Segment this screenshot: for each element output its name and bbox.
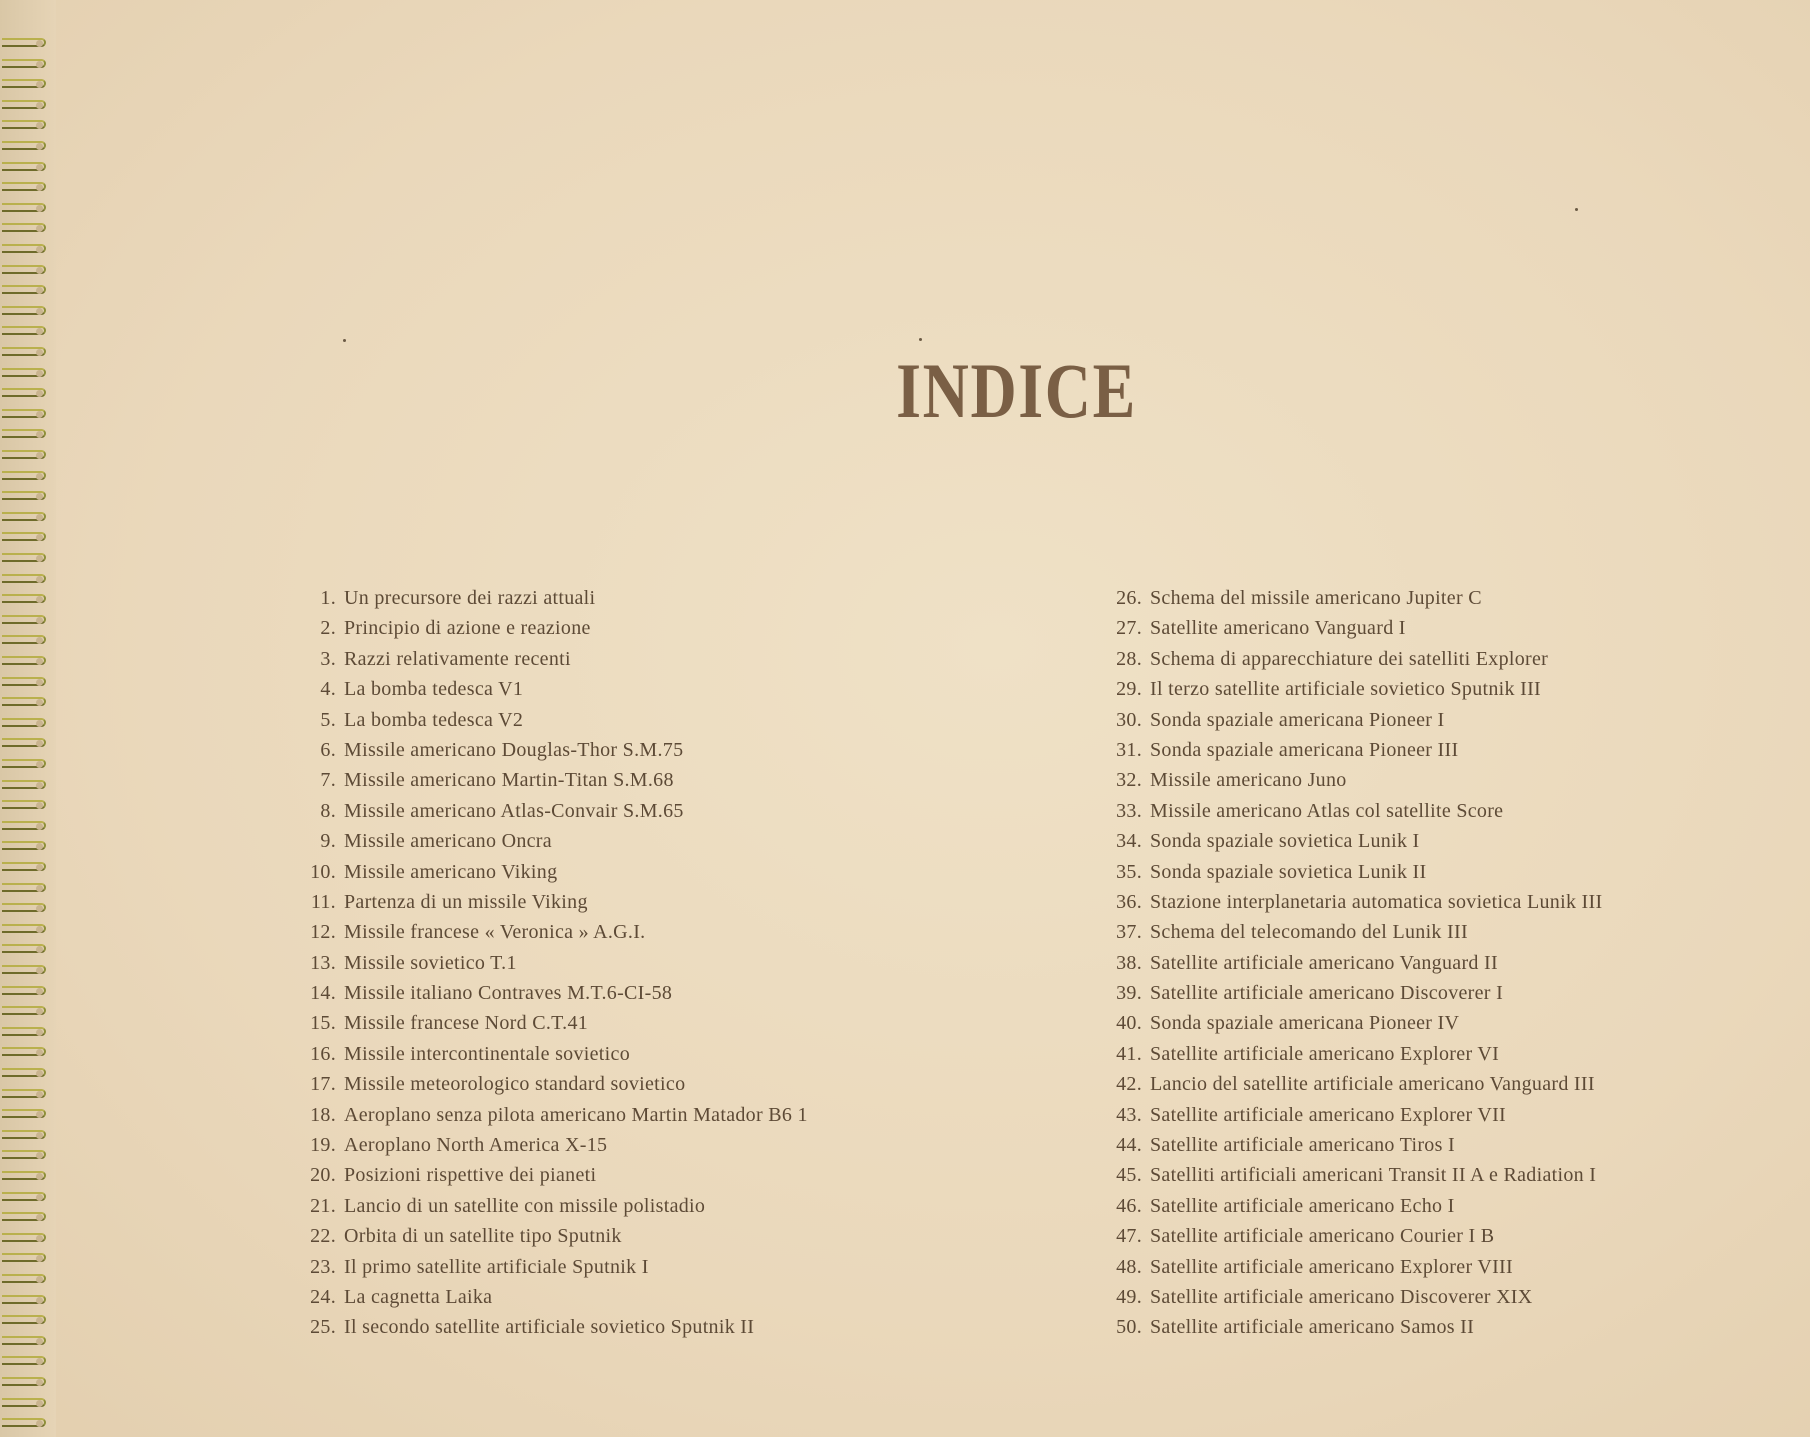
entry-number: 10.: [310, 860, 336, 883]
entry-number: 9.: [320, 830, 336, 853]
binding-hole: [36, 205, 43, 212]
index-entry: [296, 826, 996, 856]
entry-number: 43.: [1116, 1103, 1142, 1126]
entry-number: 16.: [310, 1042, 336, 1065]
index-entry: [1098, 1191, 1798, 1221]
index-entry: [1098, 583, 1798, 613]
entry-number: 25.: [310, 1316, 336, 1339]
index-entry: [296, 917, 996, 947]
entry-title: Orbita di un satellite tipo Sputnik: [344, 1225, 622, 1248]
paper-speck: [1575, 208, 1578, 211]
index-entry: [1098, 978, 1798, 1008]
binding-hole: [36, 164, 43, 171]
index-entry: [296, 583, 996, 613]
index-entry: [1098, 1221, 1798, 1251]
index-column-left: [296, 583, 996, 1343]
entry-number: 2.: [320, 617, 336, 640]
index-column-right: [1098, 583, 1798, 1343]
entry-number: 6.: [320, 738, 336, 761]
binding-hole: [36, 1070, 43, 1077]
index-entry: [1098, 1130, 1798, 1160]
binding-hole: [36, 926, 43, 933]
entry-number: 17.: [310, 1073, 336, 1096]
index-entry: [1098, 1039, 1798, 1069]
spiral-binding: [0, 0, 56, 1437]
entry-title: Schema di apparecchiature dei satelliti Explorer: [1150, 647, 1549, 670]
entry-title: Missile meteorologico standard sovietico: [344, 1073, 686, 1096]
binding-hole: [36, 885, 43, 892]
entry-title: Missile americano Martin-Titan S.M.68: [344, 769, 674, 792]
entry-title: Satellite artificiale americano Echo I: [1150, 1194, 1455, 1217]
entry-number: 27.: [1116, 617, 1142, 640]
binding-hole: [36, 576, 43, 583]
index-entry: [296, 1252, 996, 1282]
entry-number: 50.: [1116, 1316, 1142, 1339]
index-entry: [296, 1282, 996, 1312]
index-entry: [1098, 1008, 1798, 1038]
entry-title: Lancio di un satellite con missile polistadio: [344, 1194, 706, 1217]
index-entry: [296, 1191, 996, 1221]
index-entry: [1098, 613, 1798, 643]
entry-number: 18.: [310, 1103, 336, 1126]
entry-title: Schema del telecomando del Lunik III: [1150, 921, 1468, 944]
index-entry: [296, 1008, 996, 1038]
binding-hole: [36, 782, 43, 789]
binding-hole: [36, 1297, 43, 1304]
index-entry: [1098, 857, 1798, 887]
entry-title: Lancio del satellite artificiale americano Vanguard III: [1150, 1073, 1595, 1096]
entry-title: Schema del missile americano Jupiter C: [1150, 587, 1482, 609]
index-entry: [1098, 644, 1798, 674]
entry-title: Satellite artificiale americano Explorer VIII: [1150, 1255, 1513, 1278]
entry-number: 45.: [1116, 1164, 1142, 1187]
index-entry: [296, 796, 996, 826]
entry-title: Sonda spaziale americana Pioneer IV: [1150, 1012, 1460, 1035]
binding-hole: [36, 1029, 43, 1036]
index-entry: [1098, 1069, 1798, 1099]
index-entry: [1098, 1252, 1798, 1282]
index-entry: [296, 1160, 996, 1190]
entry-number: 44.: [1116, 1134, 1142, 1157]
index-entry: [1098, 1312, 1798, 1342]
entry-title: Missile intercontinentale sovietico: [344, 1042, 630, 1065]
index-entry: [296, 887, 996, 917]
binding-hole: [36, 658, 43, 665]
entry-number: 14.: [310, 982, 336, 1005]
binding-hole: [36, 1338, 43, 1345]
entry-title: Sonda spaziale americana Pioneer I: [1150, 708, 1445, 731]
entry-number: 31.: [1116, 738, 1142, 761]
entry-number: 37.: [1116, 921, 1142, 944]
entry-number: 11.: [310, 890, 336, 913]
entry-number: 29.: [1116, 678, 1142, 701]
entry-number: 7.: [320, 769, 336, 792]
entry-title: Missile francese « Veronica » A.G.I.: [344, 921, 646, 944]
entry-number: 8.: [320, 799, 336, 822]
index-entry: [296, 1221, 996, 1251]
entry-title: Satellite artificiale americano Discoverer I: [1150, 982, 1504, 1005]
entry-title: La cagnetta Laika: [344, 1285, 493, 1308]
index-entry: [296, 978, 996, 1008]
page-title: INDICE: [896, 347, 1137, 434]
entry-title: Missile americano Atlas-Convair S.M.65: [344, 799, 684, 822]
entry-number: 20.: [310, 1164, 336, 1187]
index-entry: [1098, 917, 1798, 947]
index-entry: [1098, 674, 1798, 704]
entry-title: Satellite americano Vanguard I: [1150, 617, 1406, 640]
entry-number: 32.: [1116, 769, 1142, 792]
entry-number: 49.: [1116, 1285, 1142, 1308]
binding-hole: [36, 679, 43, 686]
entry-number: 1.: [320, 587, 336, 609]
entry-title: Satelliti artificiali americani Transit II A e Radiation I: [1150, 1164, 1597, 1187]
binding-hole: [36, 143, 43, 150]
binding-hole: [36, 617, 43, 624]
index-entry: [296, 948, 996, 978]
binding-hole: [36, 1091, 43, 1098]
entry-title: Sonda spaziale sovietica Lunik II: [1150, 860, 1427, 883]
binding-hole: [36, 1194, 43, 1201]
binding-hole: [36, 1132, 43, 1139]
entry-title: Partenza di un missile Viking: [344, 890, 588, 913]
binding-hole: [36, 514, 43, 521]
index-entry: [1098, 735, 1798, 765]
entry-title: Missile americano Atlas col satellite Score: [1150, 799, 1504, 822]
index-entry: [1098, 1282, 1798, 1312]
entry-number: 22.: [310, 1225, 336, 1248]
entry-number: 47.: [1116, 1225, 1142, 1248]
entry-number: 15.: [310, 1012, 336, 1035]
paper-speck: [919, 338, 922, 341]
index-entry: [296, 674, 996, 704]
index-entry: [296, 1069, 996, 1099]
entry-number: 35.: [1116, 860, 1142, 883]
index-entry: [1098, 826, 1798, 856]
index-entry: [1098, 705, 1798, 735]
entry-title: Un precursore dei razzi attuali: [344, 587, 596, 609]
binding-hole: [36, 1173, 43, 1180]
binding-hole: [36, 308, 43, 315]
entry-title: Sonda spaziale americana Pioneer III: [1150, 738, 1459, 761]
index-entry: [296, 1130, 996, 1160]
paper-speck: [343, 339, 346, 342]
binding-hole: [36, 40, 43, 47]
entry-title: La bomba tedesca V1: [344, 678, 524, 701]
binding-hole: [36, 864, 43, 871]
index-entry: [296, 705, 996, 735]
index-entry: [296, 735, 996, 765]
binding-hole: [36, 967, 43, 974]
binding-hole: [36, 370, 43, 377]
entry-title: Missile italiano Contraves M.T.6-CI-58: [344, 982, 673, 1005]
entry-number: 33.: [1116, 799, 1142, 822]
entry-number: 38.: [1116, 951, 1142, 974]
entry-number: 42.: [1116, 1073, 1142, 1096]
entry-number: 13.: [310, 951, 336, 974]
entry-title: La bomba tedesca V2: [344, 708, 524, 731]
entry-title: Satellite artificiale americano Vanguard II: [1150, 951, 1498, 974]
entry-title: Principio di azione e reazione: [344, 617, 591, 640]
binding-hole: [36, 473, 43, 480]
binding-hole: [36, 411, 43, 418]
entry-number: 48.: [1116, 1255, 1142, 1278]
entry-title: Satellite artificiale americano Explorer VI: [1150, 1042, 1500, 1065]
entry-title: Satellite artificiale americano Samos II: [1150, 1316, 1475, 1339]
entry-number: 12.: [310, 921, 336, 944]
index-entry: [296, 1100, 996, 1130]
entry-number: 28.: [1116, 647, 1142, 670]
index-entry: [296, 1312, 996, 1342]
entry-number: 26.: [1116, 587, 1142, 609]
entry-title: Missile americano Douglas-Thor S.M.75: [344, 738, 684, 761]
index-entry: [1098, 1100, 1798, 1130]
binding-hole: [36, 555, 43, 562]
binding-hole: [36, 61, 43, 68]
entry-title: Missile americano Oncra: [344, 830, 552, 853]
binding-hole: [36, 349, 43, 356]
binding-hole: [36, 720, 43, 727]
entry-number: 30.: [1116, 708, 1142, 731]
entry-number: 23.: [310, 1255, 336, 1278]
entry-title: Missile americano Juno: [1150, 769, 1347, 792]
index-entry: [296, 765, 996, 795]
entry-title: Razzi relativamente recenti: [344, 647, 571, 670]
entry-number: 5.: [320, 708, 336, 731]
binding-hole: [36, 1235, 43, 1242]
index-entry: [296, 613, 996, 643]
entry-title: Satellite artificiale americano Explorer VII: [1150, 1103, 1507, 1126]
index-entry: [1098, 948, 1798, 978]
entry-number: 36.: [1116, 890, 1142, 913]
entry-number: 41.: [1116, 1042, 1142, 1065]
entry-title: Posizioni rispettive dei pianeti: [344, 1164, 597, 1187]
binding-hole: [36, 761, 43, 768]
index-entry: [1098, 1160, 1798, 1190]
entry-title: Il primo satellite artificiale Sputnik I: [344, 1255, 649, 1278]
entry-title: Il secondo satellite artificiale sovietico Sputnik II: [344, 1316, 755, 1339]
entry-title: Il terzo satellite artificiale sovietico Sputnik III: [1150, 678, 1542, 701]
binding-hole: [36, 452, 43, 459]
entry-number: 4.: [320, 678, 336, 701]
entry-title: Satellite artificiale americano Tiros I: [1150, 1134, 1455, 1157]
index-entry: [296, 1039, 996, 1069]
entry-title: Satellite artificiale americano Courier I B: [1150, 1225, 1495, 1248]
binding-hole: [36, 988, 43, 995]
entry-title: Aeroplano North America X-15: [344, 1134, 608, 1157]
binding-hole: [36, 823, 43, 830]
entry-number: 39.: [1116, 982, 1142, 1005]
entry-number: 34.: [1116, 830, 1142, 853]
entry-title: Missile francese Nord C.T.41: [344, 1012, 589, 1035]
binding-hole: [36, 267, 43, 274]
index-entry: [296, 644, 996, 674]
binding-hole: [36, 1400, 43, 1407]
entry-title: Sonda spaziale sovietica Lunik I: [1150, 830, 1420, 853]
entry-number: 24.: [310, 1285, 336, 1308]
binding-hole: [36, 246, 43, 253]
entry-number: 46.: [1116, 1194, 1142, 1217]
entry-title: Missile americano Viking: [344, 860, 558, 883]
entry-number: 3.: [320, 647, 336, 670]
entry-number: 40.: [1116, 1012, 1142, 1035]
index-entry: [296, 857, 996, 887]
entry-title: Aeroplano senza pilota americano Martin Matador B6 1: [344, 1103, 808, 1126]
binding-hole: [36, 1379, 43, 1386]
index-entry: [1098, 887, 1798, 917]
entry-title: Satellite artificiale americano Discoverer XIX: [1150, 1285, 1533, 1308]
binding-hole: [36, 1276, 43, 1283]
index-entry: [1098, 765, 1798, 795]
entry-title: Missile sovietico T.1: [344, 951, 517, 974]
entry-title: Stazione interplanetaria automatica sovietica Lunik III: [1150, 890, 1603, 913]
entry-number: 21.: [310, 1194, 336, 1217]
binding-hole: [36, 102, 43, 109]
entry-number: 19.: [310, 1134, 336, 1157]
index-entry: [1098, 796, 1798, 826]
